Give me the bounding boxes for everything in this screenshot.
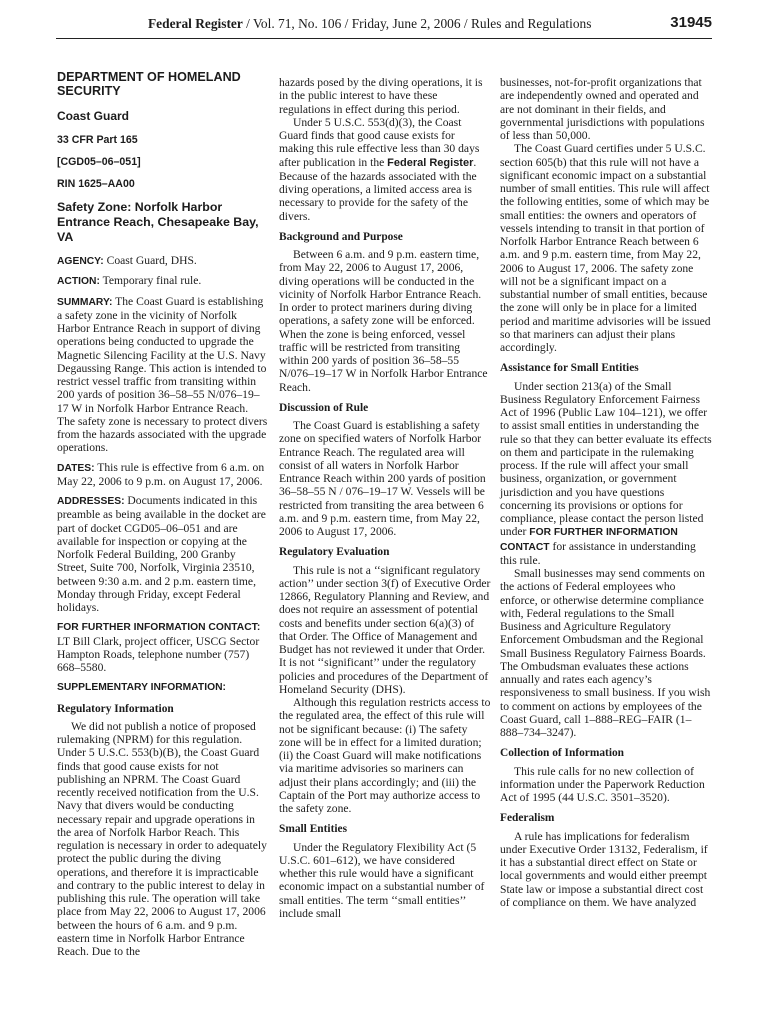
summary-label: SUMMARY:: [57, 296, 113, 308]
issue-info: / Vol. 71, No. 106 / Friday, June 2, 2006 / Rules and Regulations: [242, 16, 592, 31]
dates-label: DATES:: [57, 462, 95, 474]
small-entities-heading: Small Entities: [279, 823, 348, 836]
summary-block: [57, 295, 268, 455]
background-heading: Background and Purpose: [279, 230, 403, 243]
running-header: [56, 12, 712, 36]
collection-heading: Collection of Information: [500, 747, 625, 760]
addresses-label: ADDRESSES:: [57, 496, 125, 507]
evaluation-heading: Regulatory Evaluation: [279, 546, 390, 559]
cfr-part: 33 CFR Part 165: [57, 134, 138, 146]
header-rule: [56, 38, 712, 39]
comments-text: Small businesses may send comments on the actions of Federal employees who enforce, or otherwise determine compliance with, Federal regulations to the Small Business and Agriculture Regulatory Enforcement Ombudsman and the Regional Small Business Regulatory Fairness Boards. The Ombudsman evaluates these actions annually and rates each agency’s responsiveness to small business. If you wish to comment on actions by employees of the Coast Guard, call 1–888–REG–FAIR (1–888–734–3247).: [500, 567, 711, 739]
small-entities-text: Under the Regulatory Flexibility Act (5 U.S.C. 601–612), we have considered whether this rule would have a significant economic impact on a substantial number of small entities. The term ‘‘small entities’’ include small: [279, 840, 485, 920]
evaluation-text-1: This rule is not a ‘‘significant regulatory action’’ under section 3(f) of Executive Order 12866, Regulatory Planning and Review, and does not require an assessment of potential costs and benefits under section 6(a)(3) of that Order. The Office of Management and Budget has not reviewed it under that Order. It is not ‘‘significant’’ under the regulatory policies and procedures of the Department of Homeland Security (DHS).: [279, 563, 491, 696]
supplementary-block: [57, 680, 268, 694]
discussion-heading: Discussion of Rule: [279, 401, 369, 414]
effective-date-paragraph: [279, 116, 491, 223]
rule-subject: Safety Zone: Norfolk Harbor Entrance Reach, Chesapeake Bay, VA: [57, 200, 259, 244]
continued-text-3: businesses, not-for-profit organizations that are independently owned and operated and are not dominant in their fields, and governmental jurisdictions with populations of less than 50,000.: [500, 76, 705, 142]
assist-after: for assistance in understanding this rule.: [500, 539, 696, 567]
addresses-text: Documents indicated in this preamble as being available in the docket are part of docket CGD05–06–051 and are available for inspection or copying at the Norfolk Federal Building, 200 Granby Street, Suite 700, Norfolk, Virginia 23510, between 9:30 a.m. and 2 p.m. eastern time, Monday through Friday, except Federal holidays.: [57, 494, 266, 614]
assist-before: Under section 213(a) of the Small Business Regulatory Enforcement Fairness Act of 1996 (Public Law 104–121), we offer to assist small entities in understanding the rule so that they can better evaluate its effects on them and participate in the rulemaking process. If the rule will affect your small business, organization, or government jurisdiction and you have questions concerning its provisions or options for compliance, please contact the person listed under: [500, 379, 712, 539]
regulatory-information-heading: Regulatory Information: [57, 702, 174, 715]
dates-block: [57, 461, 268, 489]
federal-register-ref: Federal Register: [387, 156, 474, 169]
agency-heading: DEPARTMENT OF HOMELAND SECURITY: [57, 70, 241, 98]
summary-text: The Coast Guard is establishing a safety zone in the vicinity of Norfolk Harbor Entrance Reach in support of diving operations being conducted to upgrade the Magnetic Silencing Facility at the U.S. Navy Degaussing Range. This action is intended to restrict vessel traffic from transiting within 200 yards of position 36–58–55 N/076–19–17 W in Norfolk Harbor Entrance Reach. The safety zone is necessary to protect divers from the hazards associated with the upgrade operations.: [57, 294, 268, 455]
header-citation: [148, 16, 591, 32]
agency-block: [57, 254, 268, 268]
rin-number: RIN 1625–AA00: [57, 178, 135, 190]
contact-text: LT Bill Clark, project officer, USCG Sector Hampton Roads, telephone number (757) 668–5580.: [57, 634, 260, 674]
evaluation-text-2: Although this regulation restricts access to the regulated area, the effect of this rule will not be significant because: (i) The safety zone will be in effect for a limited duration; (ii) the Coast Guard will make notifications via maritime advisories so mariners can adjust their plans accordingly; and (iii) the Captain of the Port may authorize access to the safety zone.: [279, 696, 491, 815]
agency-label: AGENCY:: [57, 256, 104, 267]
assistance-heading: Assistance for Small Entities: [500, 362, 639, 375]
regulatory-information-text: We did not publish a notice of proposed rulemaking (NPRM) for this regulation. Under 5 U.S.C. 553(b)(B), the Coast Guard finds that good cause exists for not publishing an NPRM. The Coast Guard recently received notification from the U.S. Navy that divers would be conducting necessary repair and upgrade operations in the area of Norfolk Harbor Reach. This regulation is necessary in order to adequately protect the public during the diving operations, and therefore it is impracticable and contrary to the public interest to delay in publishing this rule. The operation will take place from May 22, 2006 to August 17, 2006 between the hours of 6 a.m. and 9 p.m. eastern time in Norfolk Harbor Entrance Reach. Due to the: [57, 719, 267, 958]
discussion-text: The Coast Guard is establishing a safety zone on specified waters of Norfolk Harbor Entrance Reach. The regulated area will consist of all waters in Norfolk Harbor Entrance Reach within 200 yards of position 36–58–55 N / 076–19–17 W. Vessels will be restricted from transiting the area between 6 a.m. and 9 p.m. eastern time, from May 22, 2006 to August 17, 2006.: [279, 419, 486, 538]
contact-block: [57, 620, 268, 674]
column-2: [279, 76, 491, 920]
supplementary-label: SUPPLEMENTARY INFORMATION:: [57, 682, 226, 694]
agency-text: Coast Guard, DHS.: [103, 254, 197, 267]
journal-name: Federal Register: [148, 16, 243, 31]
p2-before: Under 5 U.S.C. 553(d)(3), the Coast Guard finds that good cause exists for making this rule effective less than 30 days after publication in the: [279, 115, 480, 169]
federalism-text: A rule has implications for federalism under Executive Order 13132, Federalism, if it has a substantial direct effect on State or local governments and would either preempt State law or impose a substantial direct cost of compliance on them. We have analyzed: [500, 829, 708, 909]
action-text: Temporary final rule.: [99, 274, 202, 288]
p2-after: . Because of the hazards associated with the diving operations, a limited access area is necessary to provide for the safety of the divers.: [279, 155, 477, 223]
background-text: Between 6 a.m. and 9 p.m. eastern time, from May 22, 2006 to August 17, 2006, diving operations will be conducted in the vicinity of Norfolk Harbor Entrance Reach. In order to protect mariners during diving operations, a safety zone will be enforced. When the zone is being enforced, vessel traffic will be restricted from transiting within 200 yards of position 36–58–55 N/076–19–17 W in Norfolk Harbor Entrance Reach.: [279, 248, 488, 394]
column-1: [57, 70, 268, 958]
action-block: [57, 274, 268, 288]
sub-agency-heading: Coast Guard: [57, 109, 130, 123]
page-number: 31945: [670, 14, 712, 31]
column-3: [500, 76, 713, 909]
contact-label: FOR FURTHER INFORMATION CONTACT:: [57, 622, 261, 634]
collection-text: This rule calls for no new collection of information under the Paperwork Reduction Act of 1995 (44 U.S.C. 3501–3520).: [500, 764, 705, 804]
certification-text: The Coast Guard certifies under 5 U.S.C. section 605(b) that this rule will not have a significant economic impact on a substantial number of small entities. This rule will affect the following entities, some of which may be small entities: the owners and operators of vessels intending to transit in that portion of Norfolk Harbor Entrance Reach between 6 a.m. and 9 p.m. eastern time, from May 22, 2006 to August 17, 2006. The safety zone will not be a significant impact on a substantial number of small entities, because the zone will only be in place for a limited period and maritime advisories will be issued so that mariners can adjust their plans accordingly.: [500, 142, 711, 354]
action-label: ACTION:: [57, 276, 100, 288]
federalism-heading: Federalism: [500, 812, 555, 825]
docket-number: [CGD05–06–051]: [57, 156, 141, 168]
assistance-text: [500, 380, 713, 568]
dates-text: This rule is effective from 6 a.m. on May 22, 2006 to 9 p.m. on August 17, 2006.: [57, 460, 265, 488]
continued-text: hazards posed by the diving operations, it is in the public interest to have these regulations in effect during this period.: [279, 76, 483, 116]
addresses-block: [57, 494, 268, 614]
assist-contact-label: FOR FURTHER INFORMATION CONTACT: [500, 527, 678, 553]
